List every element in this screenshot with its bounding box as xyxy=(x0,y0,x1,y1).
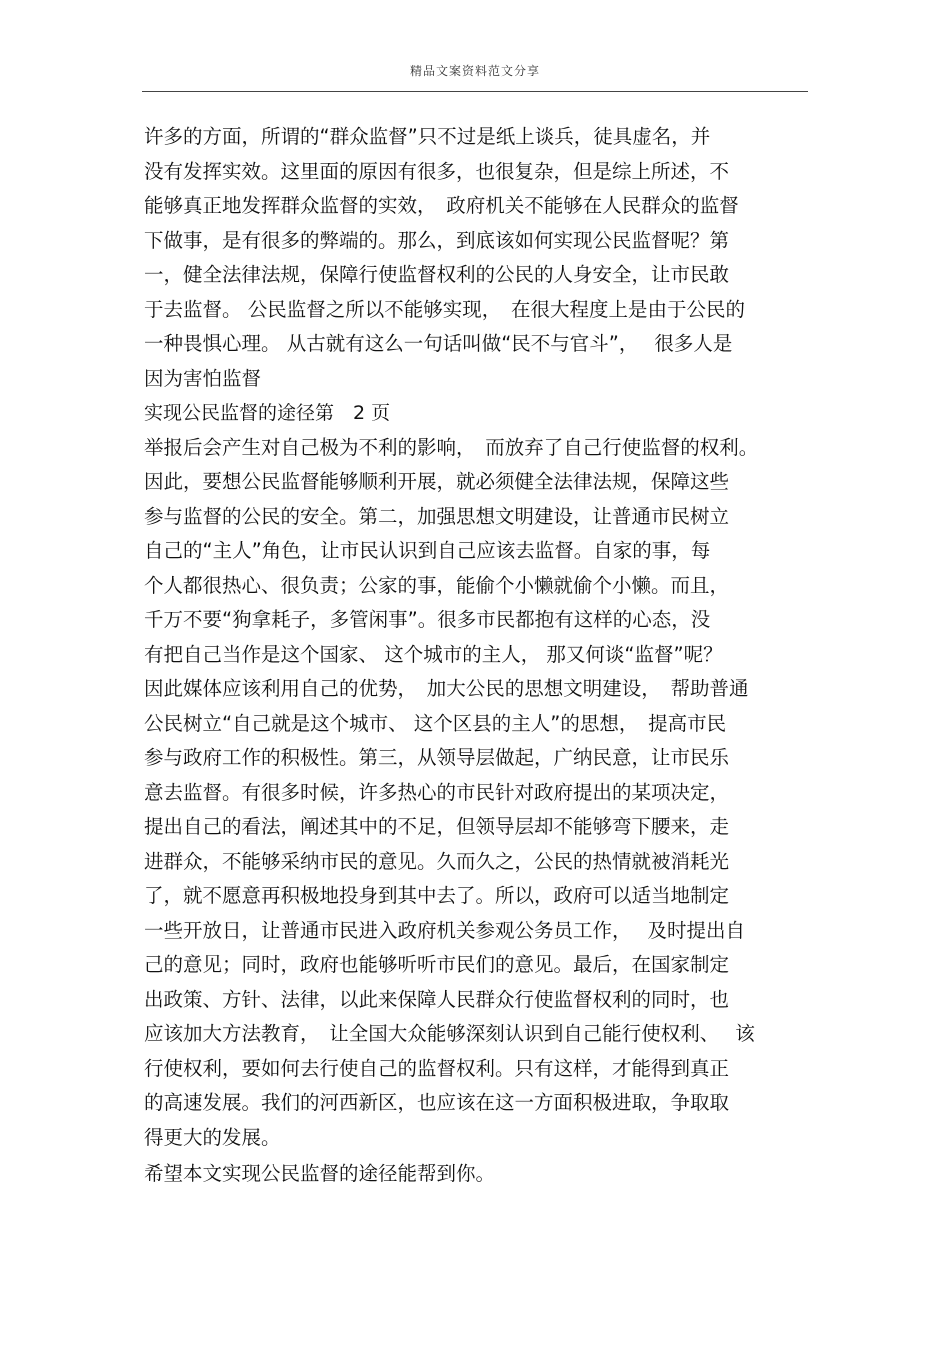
page-header-title: 精品文案资料范文分享 xyxy=(409,64,540,78)
body-line: 没有发挥实效。这里面的原因有很多，也很复杂，但是综上所述，不 xyxy=(144,159,730,183)
body-line: 自己的“主人”角色，让市民认识到自己应该去监督。自家的事，每 xyxy=(144,539,711,562)
body-line: 进群众，不能够采纳市民的意见。久而久之，公民的热情就被消耗光 xyxy=(144,849,730,873)
body-line: 能够真正地发挥群众监督的实效， 政府机关不能够在人民群众的监督 xyxy=(144,194,739,217)
body-line: 的高速发展。我们的河西新区，也应该在这一方面积极进取，争取取 xyxy=(144,1091,730,1114)
body-line: 己的意见；同时，政府也能够听听市民们的意见。最后，在国家制定 xyxy=(144,953,730,976)
body-line: 下做事，是有很多的弊端的。那么，到底该如何实现公民监督呢？第 xyxy=(144,228,730,252)
header-divider xyxy=(142,91,808,92)
body-line: 行使权利，要如何去行使自己的监督权利。只有这样，才能得到真正 xyxy=(144,1056,730,1080)
body-line: 许多的方面，所谓的“群众监督”只不过是纸上谈兵，徒具虚名，并 xyxy=(144,125,711,148)
body-line: 因此，要想公民监督能够顺利开展，就必须健全法律法规，保障这些 xyxy=(144,470,730,493)
body-line: 一些开放日，让普通市民进入政府机关参观公务员工作， 及时提出自 xyxy=(144,918,745,942)
page-number-caption: 实现公民监督的途径第 2 页 xyxy=(144,402,391,424)
body-line: 举报后会产生对自己极为不利的影响， 而放弃了自己行使监督的权利。 xyxy=(144,435,759,459)
body-line: 参与监督的公民的安全。第二，加强思想文明建设，让普通市民树立 xyxy=(144,504,730,528)
body-line: 意去监督。有很多时候，许多热心的市民针对政府提出的某项决定， xyxy=(144,780,730,804)
body-line: 因为害怕监督 xyxy=(144,366,262,390)
body-line: 了，就不愿意再积极地投身到其中去了。所以，政府可以适当地制定 xyxy=(144,884,730,907)
body-line: 参与政府工作的积极性。第三，从领导层做起，广纳民意，让市民乐 xyxy=(144,746,730,769)
body-line: 公民树立“自己就是这个城市、 这个区县的主人”的思想， 提高市民 xyxy=(144,711,727,735)
body-line: 一，健全法律法规，保障行使监督权利的公民的人身安全，让市民敢 xyxy=(144,263,730,286)
body-line: 于去监督。 公民监督之所以不能够实现， 在很大程度上是由于公民的 xyxy=(144,297,745,321)
body-line: 一种畏惧心理。 从古就有这么一句话叫做“民不与官斗”， 很多人是 xyxy=(144,332,733,355)
body-line: 个人都很热心、很负责；公家的事，能偷个小懒就偷个小懒。而且， xyxy=(144,573,730,597)
body-line: 有把自己当作是这个国家、 这个城市的主人， 那又何谈“监督”呢？ xyxy=(144,642,723,666)
body-line: 因此媒体应该利用自己的优势， 加大公民的思想文明建设， 帮助普通 xyxy=(144,677,749,700)
body-line: 提出自己的看法，阐述其中的不足，但领导层却不能够弯下腰来，走 xyxy=(144,815,730,838)
document-body xyxy=(144,120,824,1192)
body-line: 应该加大方法教育， 让全国大众能够深刻认识到自己能行使权利、 该 xyxy=(144,1022,755,1045)
body-line: 得更大的发展。 xyxy=(144,1125,281,1149)
body-line: 出政策、方针、法律，以此来保障人民群众行使监督权利的同时，也 xyxy=(144,987,730,1011)
body-line: 千万不要“狗拿耗子，多管闲事”。很多市民都抱有这样的心态，没 xyxy=(144,608,711,631)
closing-line: 希望本文实现公民监督的途径能帮到你。 xyxy=(144,1162,496,1185)
